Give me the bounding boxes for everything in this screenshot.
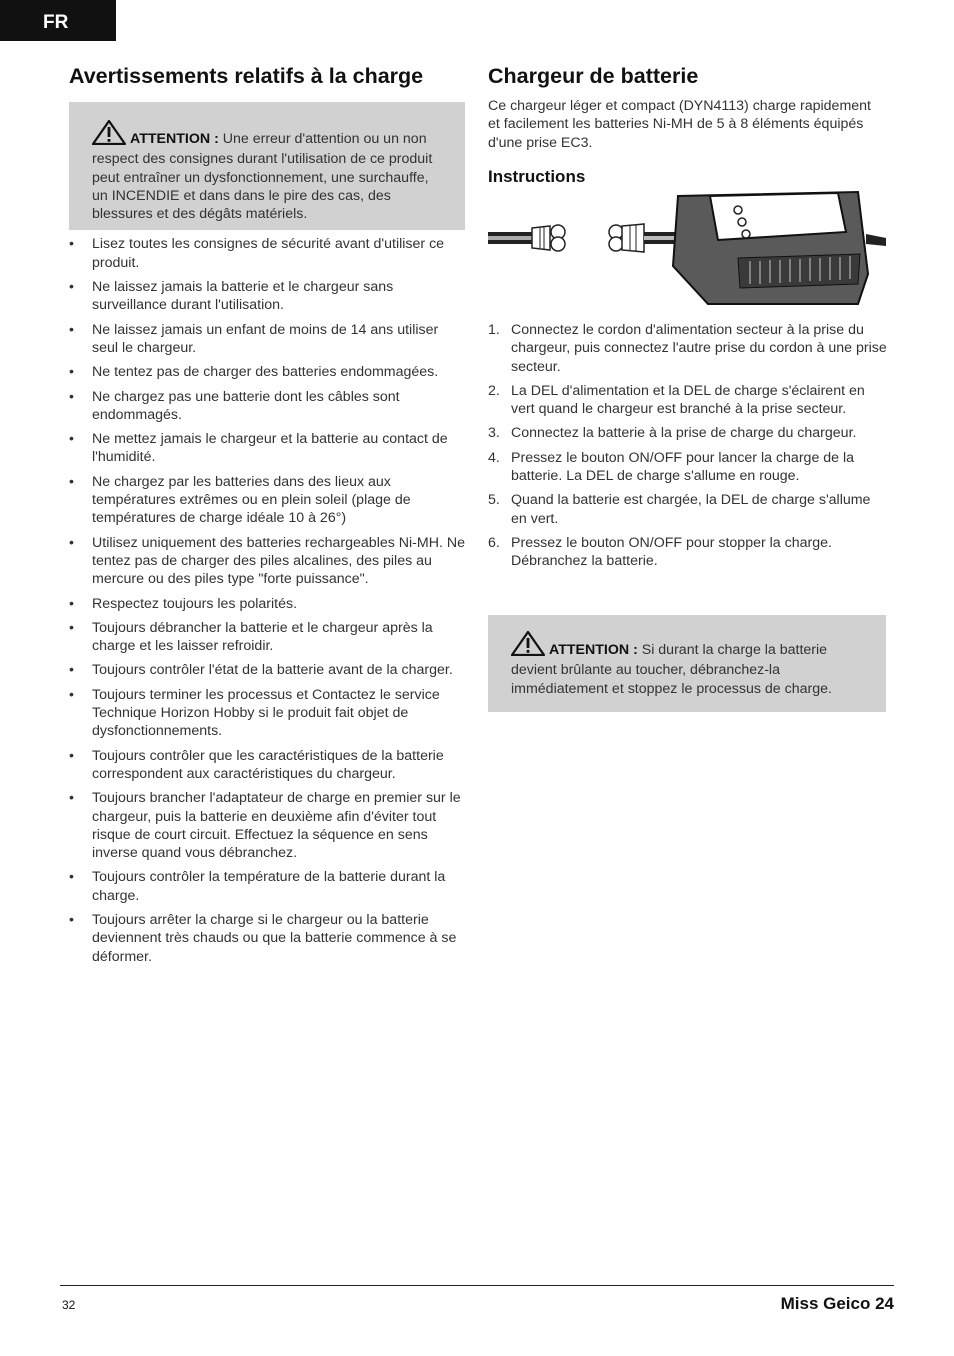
bullet-dot: • <box>69 364 74 381</box>
charger-body-illustration <box>673 192 886 304</box>
bullet-text: Respectez toujours les polarités. <box>92 595 298 612</box>
instruction-step <box>488 382 888 419</box>
bullet-text: Toujours arrêter la charge si le chargeur ou la batterie deviennent très chauds ou que la batterie commence à se déformer. <box>92 911 457 965</box>
step-text: Connectez le cordon d'alimentation secteur à la prise du chargeur, puis connectez l'autre prise du cordon à une prise secteur. <box>511 322 887 375</box>
bullet-dot: • <box>69 321 74 338</box>
instruction-step <box>488 321 888 376</box>
bullet-text: Ne chargez par les batteries dans des lieux aux températures extrêmes ou en plein soleil (plage de températures de charge idéale 10 à 26°) <box>92 473 411 527</box>
safety-bullet-item <box>69 388 465 425</box>
bullet-dot: • <box>69 388 74 405</box>
instructions-title: Instructions <box>488 166 586 186</box>
safety-bullet-item <box>69 789 465 862</box>
safety-bullet-item <box>69 747 465 784</box>
bullet-dot: • <box>69 686 74 703</box>
bullet-text: Toujours débrancher la batterie et le chargeur après la charge et les laisser refroidir. <box>92 619 433 655</box>
safety-bullet-item <box>69 686 465 741</box>
bullet-dot: • <box>69 869 74 886</box>
bullet-dot: • <box>69 619 74 636</box>
safety-bullet-item <box>69 661 465 679</box>
charging-warnings-column <box>69 62 465 972</box>
step-text: La DEL d'alimentation et la DEL de charge s'éclairent en vert quand le chargeur est branché à la prise secteur. <box>511 382 865 418</box>
step-number: 6. <box>488 534 500 551</box>
step-number: 4. <box>488 449 500 466</box>
charger-intro: Ce chargeur léger et compact (DYN4113) charge rapidement et facilement les batteries Ni-MH de 5 à 8 éléments équipés d'une prise EC3. <box>488 98 871 151</box>
warning-box <box>69 102 465 230</box>
step-text: Quand la batterie est chargée, la DEL de charge s'allume en vert. <box>511 492 871 527</box>
step-text: Connectez la batterie à la prise de charge du chargeur. <box>511 425 857 442</box>
bullet-text: Toujours contrôler la température de la batterie durant la charge. <box>92 869 446 904</box>
safety-bullet-item <box>69 911 465 966</box>
instruction-step <box>488 491 888 528</box>
step-text: Pressez le bouton ON/OFF pour stopper la charge. Débranchez la batterie. <box>511 534 832 570</box>
safety-bullet-item <box>69 235 465 272</box>
warning-label: ATTENTION : <box>549 642 638 658</box>
charger-column <box>488 62 886 187</box>
step-number: 2. <box>488 382 500 399</box>
bullet-text: Toujours contrôler que les caractéristiques de la batterie correspondent aux caractéristiques du chargeur. <box>92 747 444 782</box>
safety-bullet-item <box>69 278 465 315</box>
warning-label: ATTENTION : <box>130 131 219 147</box>
bullet-dot: • <box>69 911 74 928</box>
instruction-steps-list <box>488 321 888 577</box>
instruction-step <box>488 449 888 486</box>
safety-bullet-item <box>69 619 465 656</box>
bullet-text: Lisez toutes les consignes de sécurité avant d'utiliser ce produit. <box>92 236 445 271</box>
warning-triangle-icon <box>511 631 545 661</box>
bullet-text: Ne laissez jamais la batterie et le chargeur sans surveillance durant l'utilisation. <box>92 279 394 314</box>
footer-divider <box>60 1285 894 1286</box>
bullet-dot: • <box>69 662 74 679</box>
bullet-dot: • <box>69 279 74 296</box>
charger-illustration <box>488 188 888 308</box>
step-number: 3. <box>488 425 500 442</box>
bullet-text: Toujours contrôler l'état de la batterie avant de la charger. <box>92 662 453 679</box>
bullet-text: Toujours terminer les processus et Contactez le service Technique Horizon Hobby si le produit fait objet de dysfonctionnements. <box>92 686 440 740</box>
ac-plug-illustration <box>488 225 565 251</box>
page-number: 32 <box>62 1298 76 1312</box>
language-tab: FR <box>0 0 116 41</box>
bullet-dot: • <box>69 431 74 448</box>
bullet-dot: • <box>69 747 74 764</box>
bullet-dot: • <box>69 595 74 612</box>
charging-warnings-title: Avertissements relatifs à la charge <box>69 64 424 88</box>
bullet-text: Ne chargez pas une batterie dont les câbles sont endommagés. <box>92 388 400 423</box>
warning-text: Si durant la charge la batterie devient brûlante au toucher, débranchez-la immédiatement et stoppez le processus de charge. <box>511 642 832 697</box>
bullet-text: Ne tentez pas de charger des batteries endommagées. <box>92 364 439 381</box>
instruction-step <box>488 534 888 571</box>
warning-text: Une erreur d'attention ou un non respect des consignes durant l'utilisation de ce produit peut entraîner un dysfonctionnement, une surchauffe, un INCENDIE et dans dans le pire des cas, des blessures et des dégâts matériels. <box>92 131 433 223</box>
bullet-text: Ne mettez jamais le chargeur et la batterie au contact de l'humidité. <box>92 431 448 466</box>
safety-bullet-item <box>69 430 465 467</box>
safety-bullet-item <box>69 534 465 589</box>
bullet-text: Ne laissez jamais un enfant de moins de 14 ans utiliser seul le chargeur. <box>92 321 439 356</box>
safety-bullet-list <box>69 235 465 965</box>
bullet-dot: • <box>69 473 74 490</box>
step-number: 5. <box>488 492 500 509</box>
warning-triangle-icon <box>92 120 126 150</box>
bullet-dot: • <box>69 236 74 253</box>
safety-bullet-item <box>69 363 465 381</box>
charging-heat-warning-box <box>488 615 886 712</box>
bullet-dot: • <box>69 790 74 807</box>
bullet-text: Toujours brancher l'adaptateur de charge en premier sur le chargeur, puis la batterie en deuxième afin d'éviter tout risque de court circuit. Effectuez la séquence en sens inverse quand vous débranchez. <box>92 790 461 862</box>
instruction-step <box>488 424 888 442</box>
product-name: Miss Geico 24 <box>780 1294 894 1313</box>
safety-bullet-item <box>69 595 465 613</box>
charger-title: Chargeur de batterie <box>488 64 699 88</box>
safety-bullet-item <box>69 868 465 905</box>
safety-bullet-item <box>69 321 465 358</box>
bullet-text: Utilisez uniquement des batteries rechargeables Ni-MH. Ne tentez pas de charger des piles alcalines, des piles au mercure ou des piles type "forte puissance". <box>92 534 465 588</box>
step-text: Pressez le bouton ON/OFF pour lancer la charge de la batterie. La DEL de charge s'allume en rouge. <box>511 449 855 485</box>
safety-bullet-item <box>69 473 465 528</box>
bullet-dot: • <box>69 534 74 551</box>
ec3-connector-illustration <box>609 224 684 252</box>
step-number: 1. <box>488 322 500 338</box>
